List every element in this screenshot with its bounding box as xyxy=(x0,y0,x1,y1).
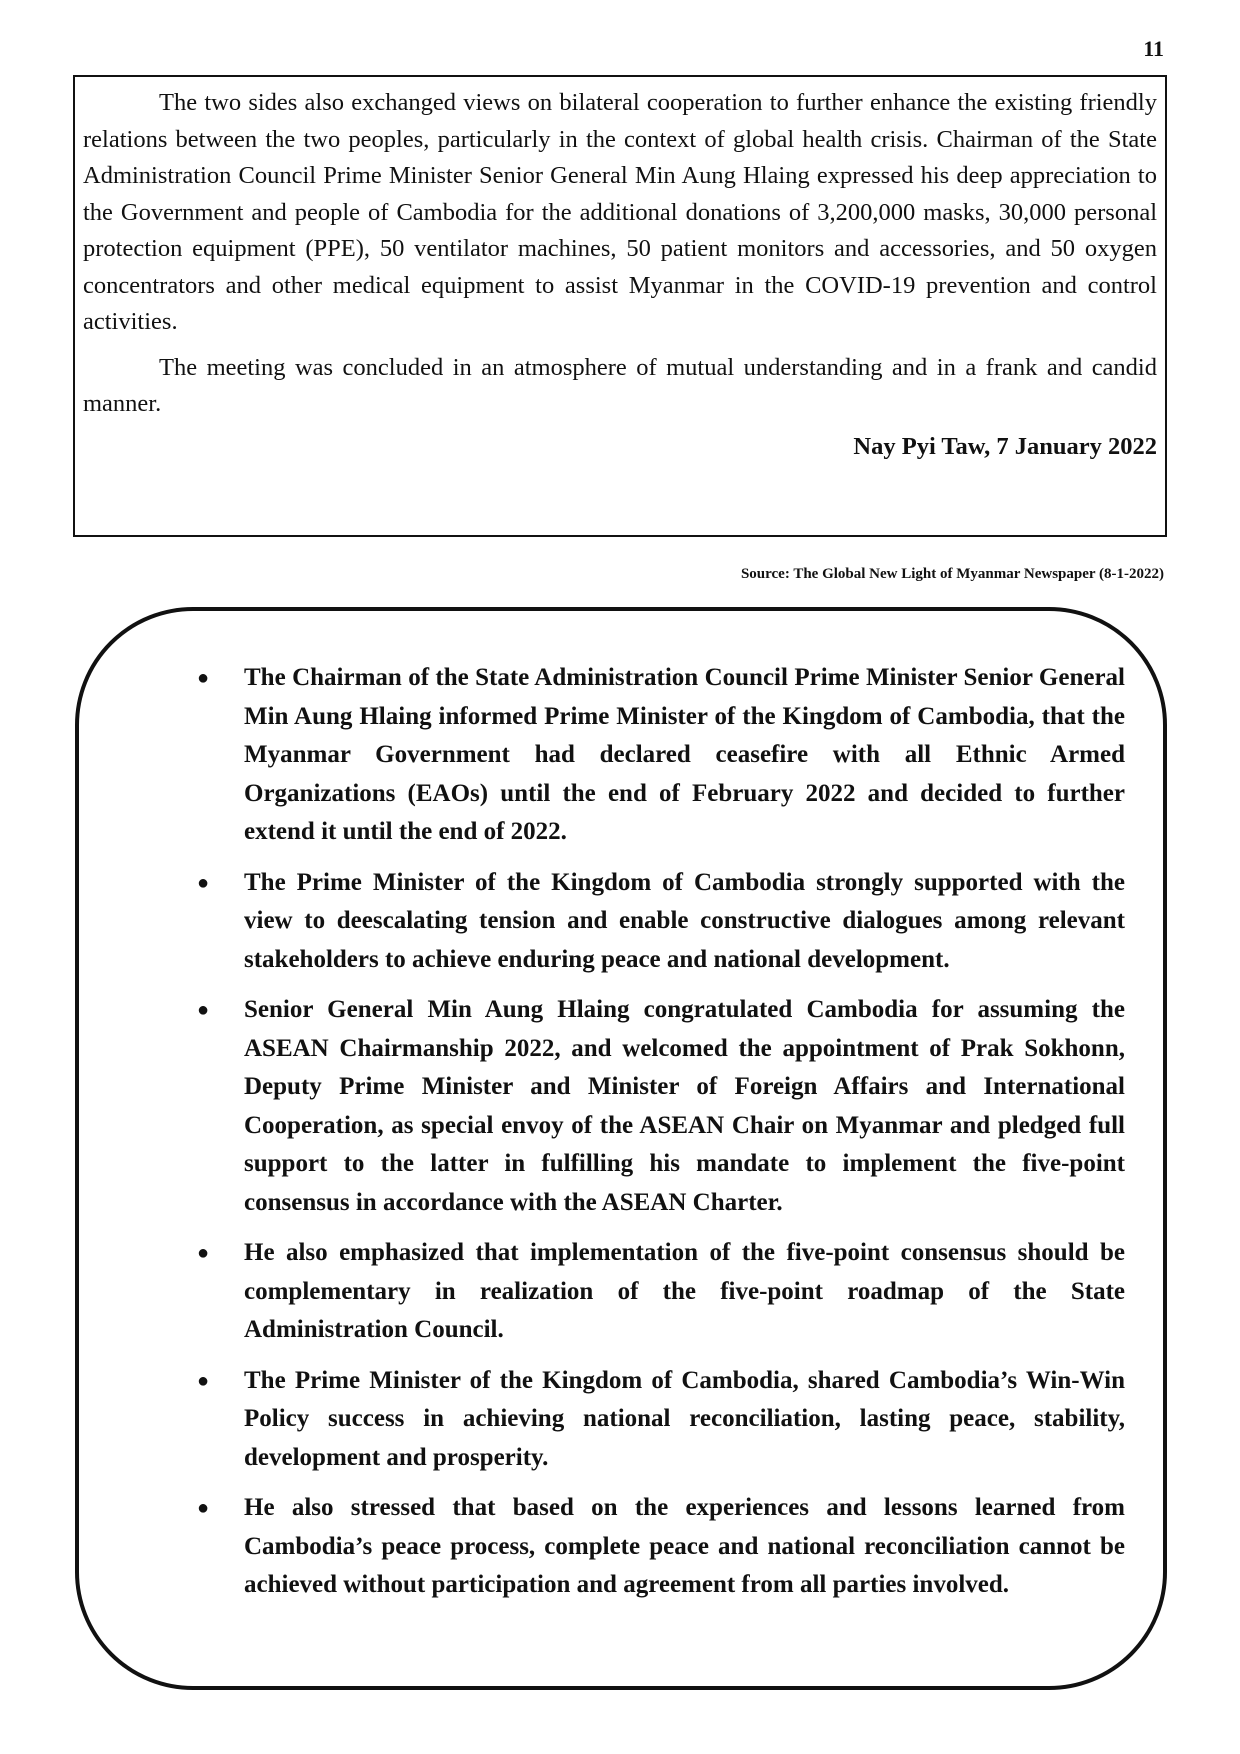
paragraph-meeting-concluded: The meeting was concluded in an atmosphere of mutual understanding and in a frank and candid manner. xyxy=(83,353,1157,417)
highlights-box xyxy=(75,607,1167,1690)
list-item-text: The Prime Minister of the Kingdom of Cambodia, shared Cambodia’s Win-Win Policy success in achieving national reconciliation, lasting peace, stability, development and prosperity. xyxy=(244,1366,1125,1471)
bullet-icon: ● xyxy=(197,1242,210,1264)
list-item-text: He also stressed that based on the experiences and lessons learned from Cambodia’s peace process, complete peace and national reconciliation cannot be achieved without participation and agreement from all parties involved. xyxy=(244,1494,1125,1598)
highlights-list xyxy=(165,659,1125,1617)
list-item xyxy=(165,1362,1125,1478)
list-item xyxy=(165,991,1125,1222)
list-item-text: He also emphasized that implementation of the five-point consensus should be complementary in realization of the five-point roadmap of the State Administration Council. xyxy=(244,1239,1125,1343)
page-number: 11 xyxy=(1143,36,1164,61)
list-item-text: Senior General Min Aung Hlaing congratulated Cambodia for assuming the ASEAN Chairmanship 2022, and welcomed the appointment of Prak Sokhonn, Deputy Prime Minister and Minister of Foreign Affairs and International Cooperation, as special envoy of the ASEAN Chair on Myanmar and pledged full support to the latter in fulfilling his mandate to implement the five-point consensus in accordance with the ASEAN Charter. xyxy=(244,996,1125,1216)
bullet-icon: ● xyxy=(197,1497,210,1519)
list-item-text: The Prime Minister of the Kingdom of Cambodia strongly supported with the view to deescalating tension and enable constructive dialogues among relevant stakeholders to achieve enduring peace and national development. xyxy=(244,868,1125,973)
bullet-icon: ● xyxy=(197,871,210,894)
list-item xyxy=(165,1234,1125,1350)
press-release-box xyxy=(73,75,1167,537)
list-item xyxy=(165,659,1125,852)
bullet-icon: ● xyxy=(197,999,210,1021)
source-citation: Source: The Global New Light of Myanmar Newspaper (8-1-2022) xyxy=(740,566,1164,582)
list-item xyxy=(165,1489,1125,1605)
list-item xyxy=(165,864,1125,980)
bullet-icon: ● xyxy=(197,667,210,689)
dateline: Nay Pyi Taw, 7 January 2022 xyxy=(853,432,1157,460)
paragraph-bilateral-cooperation: The two sides also exchanged views on bilateral cooperation to further enhance the existing friendly relations between the two peoples, particularly in the context of global health crisis. Chairman of the State Administration Council Prime Minister Senior General Min Aung Hlaing expressed his deep appreciation to the Government and people of Cambodia for the additional donations of 3,200,000 masks, 30,000 personal protection equipment (PPE), 50 ventilator machines, 50 patient monitors and accessories, and 50 oxygen concentrators and other medical equipment to assist Myanmar in the COVID-19 prevention and control activities. xyxy=(83,89,1157,335)
bullet-icon: ● xyxy=(197,1369,210,1392)
list-item-text: The Chairman of the State Administration Council Prime Minister Senior General Min Aung Hlaing informed Prime Minister of the Kingdom of Cambodia, that the Myanmar Government had declared ceasefire with all Ethnic Armed Organizations (EAOs) until the end of February 2022 and decided to further extend it until the end of 2022. xyxy=(244,664,1125,845)
